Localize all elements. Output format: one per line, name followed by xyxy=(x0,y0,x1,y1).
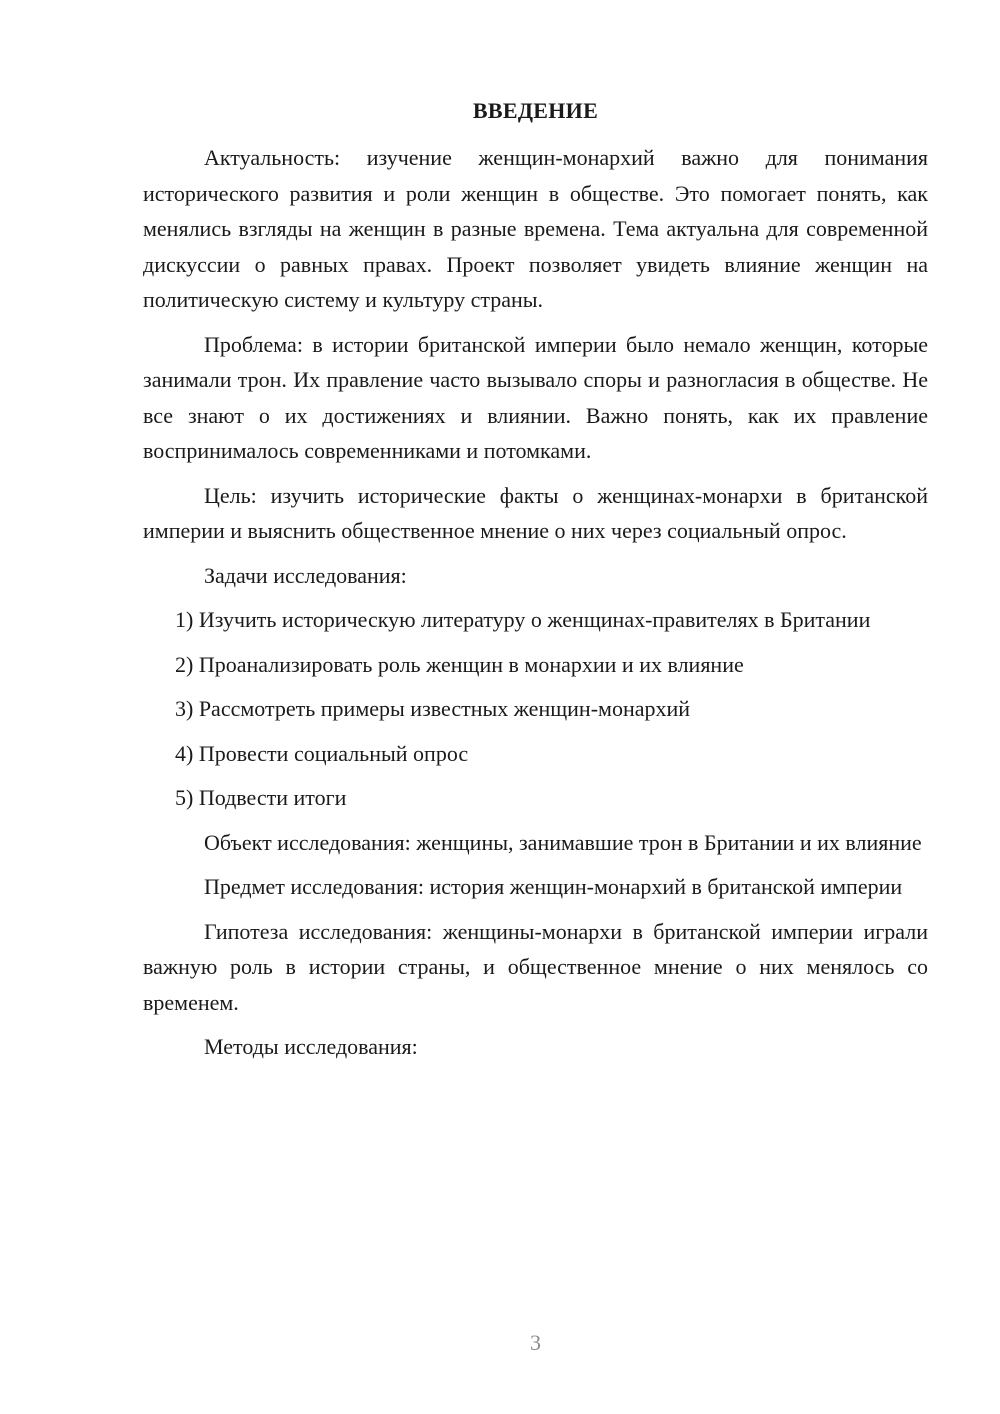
problem-paragraph: Проблема: в истории британской империи было немало женщин, которые занимали трон. Их правление часто вызывало споры и разногласия в обществе. Не все знают о их достижениях и влиянии. Важно понять, как их правление воспринималось современниками и потомками. xyxy=(143,331,928,463)
hypothesis-paragraph: Гипотеза исследования: женщины-монархи в британской империи играли важную роль в истории страны, и общественное мнение о них менялось со временем. xyxy=(143,918,928,1015)
goal-paragraph: Цель: изучить исторические факты о женщинах-монархи в британской империи и выяснить общественное мнение о них через социальный опрос. xyxy=(143,482,928,543)
task-item-3: 3) Рассмотреть примеры известных женщин-монархий xyxy=(175,696,691,721)
task-item-1: 1) Изучить историческую литературу о женщинах-правителях в Британии xyxy=(175,607,871,632)
document-page xyxy=(143,0,928,1414)
document-body xyxy=(143,140,928,1065)
page-number: 3 xyxy=(530,1330,541,1355)
subject-paragraph: Предмет исследования: история женщин-монархий в британской империи xyxy=(204,874,903,899)
methods-title: Методы исследования: xyxy=(204,1034,418,1059)
task-item-4: 4) Провести социальный опрос xyxy=(175,740,469,766)
relevance-paragraph: Актуальность: изучение женщин-монархий важно для понимания исторического развития и роли женщин в обществе. Это помогает понять, как менялись взгляды на женщин в разные времена. Тема актуальна для современной дискуссии о равных правах. Проект позволяет увидеть влияние женщин на политическую систему и культуру страны. xyxy=(143,145,928,312)
section-heading: ВВЕДЕНИЕ xyxy=(472,98,599,123)
task-item-2: 2) Проанализировать роль женщин в монархии и их влияние xyxy=(175,651,744,677)
object-paragraph: Объект исследования: женщины, занимавшие трон в Британии и их влияние xyxy=(204,829,922,855)
task-item-5: 5) Подвести итоги xyxy=(175,785,347,810)
tasks-title: Задачи исследования: xyxy=(204,562,407,588)
